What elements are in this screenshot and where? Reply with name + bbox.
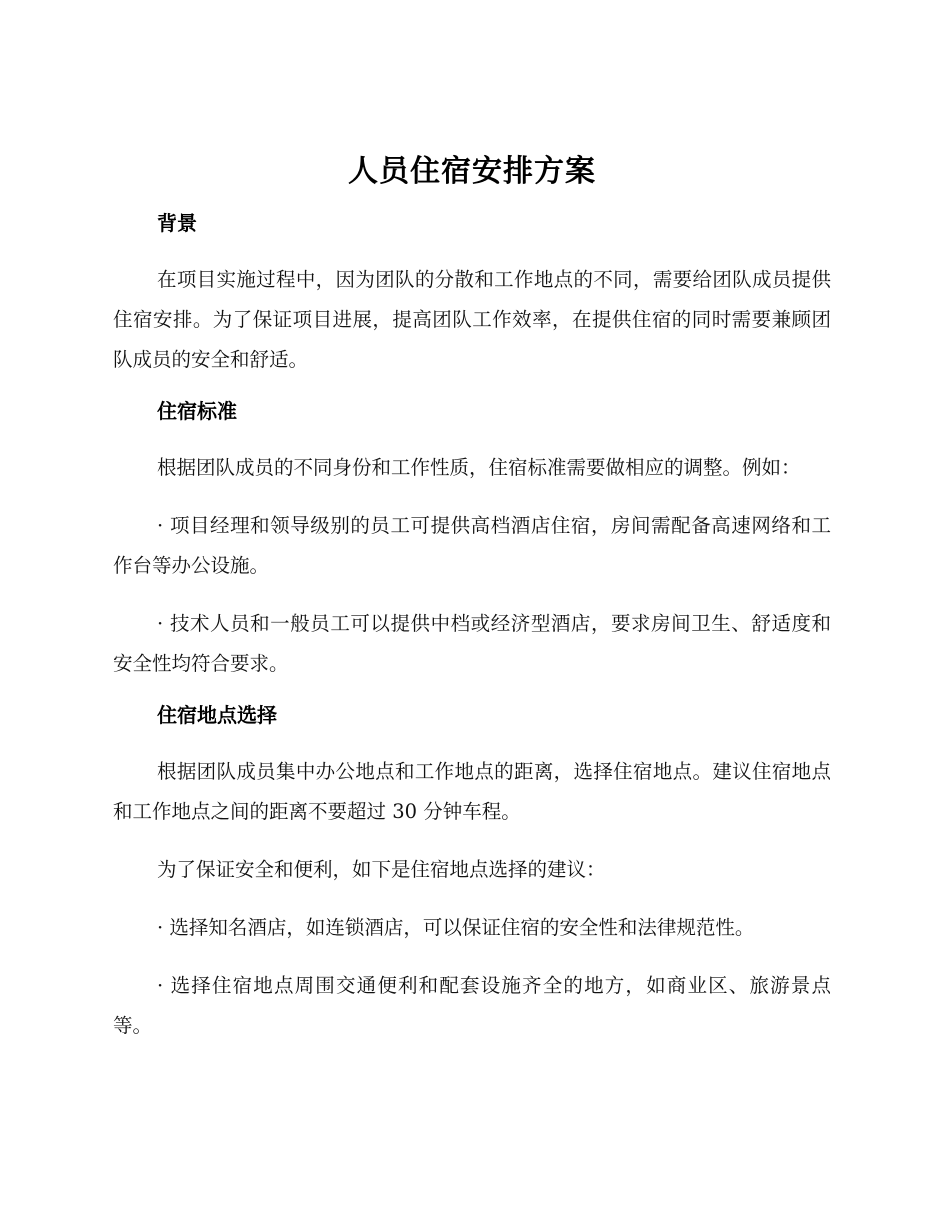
paragraph: 在项目实施过程中，因为团队的分散和工作地点的不同，需要给团队成员提供住宿安排。为了保证项目进展，提高团队工作效率，在提供住宿的同时需要兼顾团队成员的安全和舒适。 [113,268,831,371]
paragraph: 根据团队成员的不同身份和工作性质，住宿标准需要做相应的调整。例如： [157,456,801,479]
section-heading-standard: 住宿标准 [157,399,237,423]
document-content [113,148,831,1064]
bullet-item: · 选择知名酒店，如连锁酒店，可以保证住宿的安全性和法律规范性。 [157,916,755,939]
section-heading-location: 住宿地点选择 [157,703,277,727]
bullet-item: · 项目经理和领导级别的员工可提供高档酒店住宿，房间需配备高速网络和工作台等办公设施。 [113,514,831,577]
bullet-item: · 选择住宿地点周围交通便利和配套设施齐全的地方，如商业区、旅游景点等。 [113,974,831,1037]
document-title: 人员住宿安排方案 [348,154,596,189]
paragraph: 为了保证安全和便利，如下是住宿地点选择的建议： [157,858,606,881]
paragraph: 根据团队成员集中办公地点和工作地点的距离，选择住宿地点。建议住宿地点和工作地点之间的距离不要超过 30 分钟车程。 [113,760,831,823]
bullet-item: · 技术人员和一般员工可以提供中档或经济型酒店，要求房间卫生、舒适度和安全性均符合要求。 [113,612,831,675]
section-heading-background: 背景 [157,211,197,235]
